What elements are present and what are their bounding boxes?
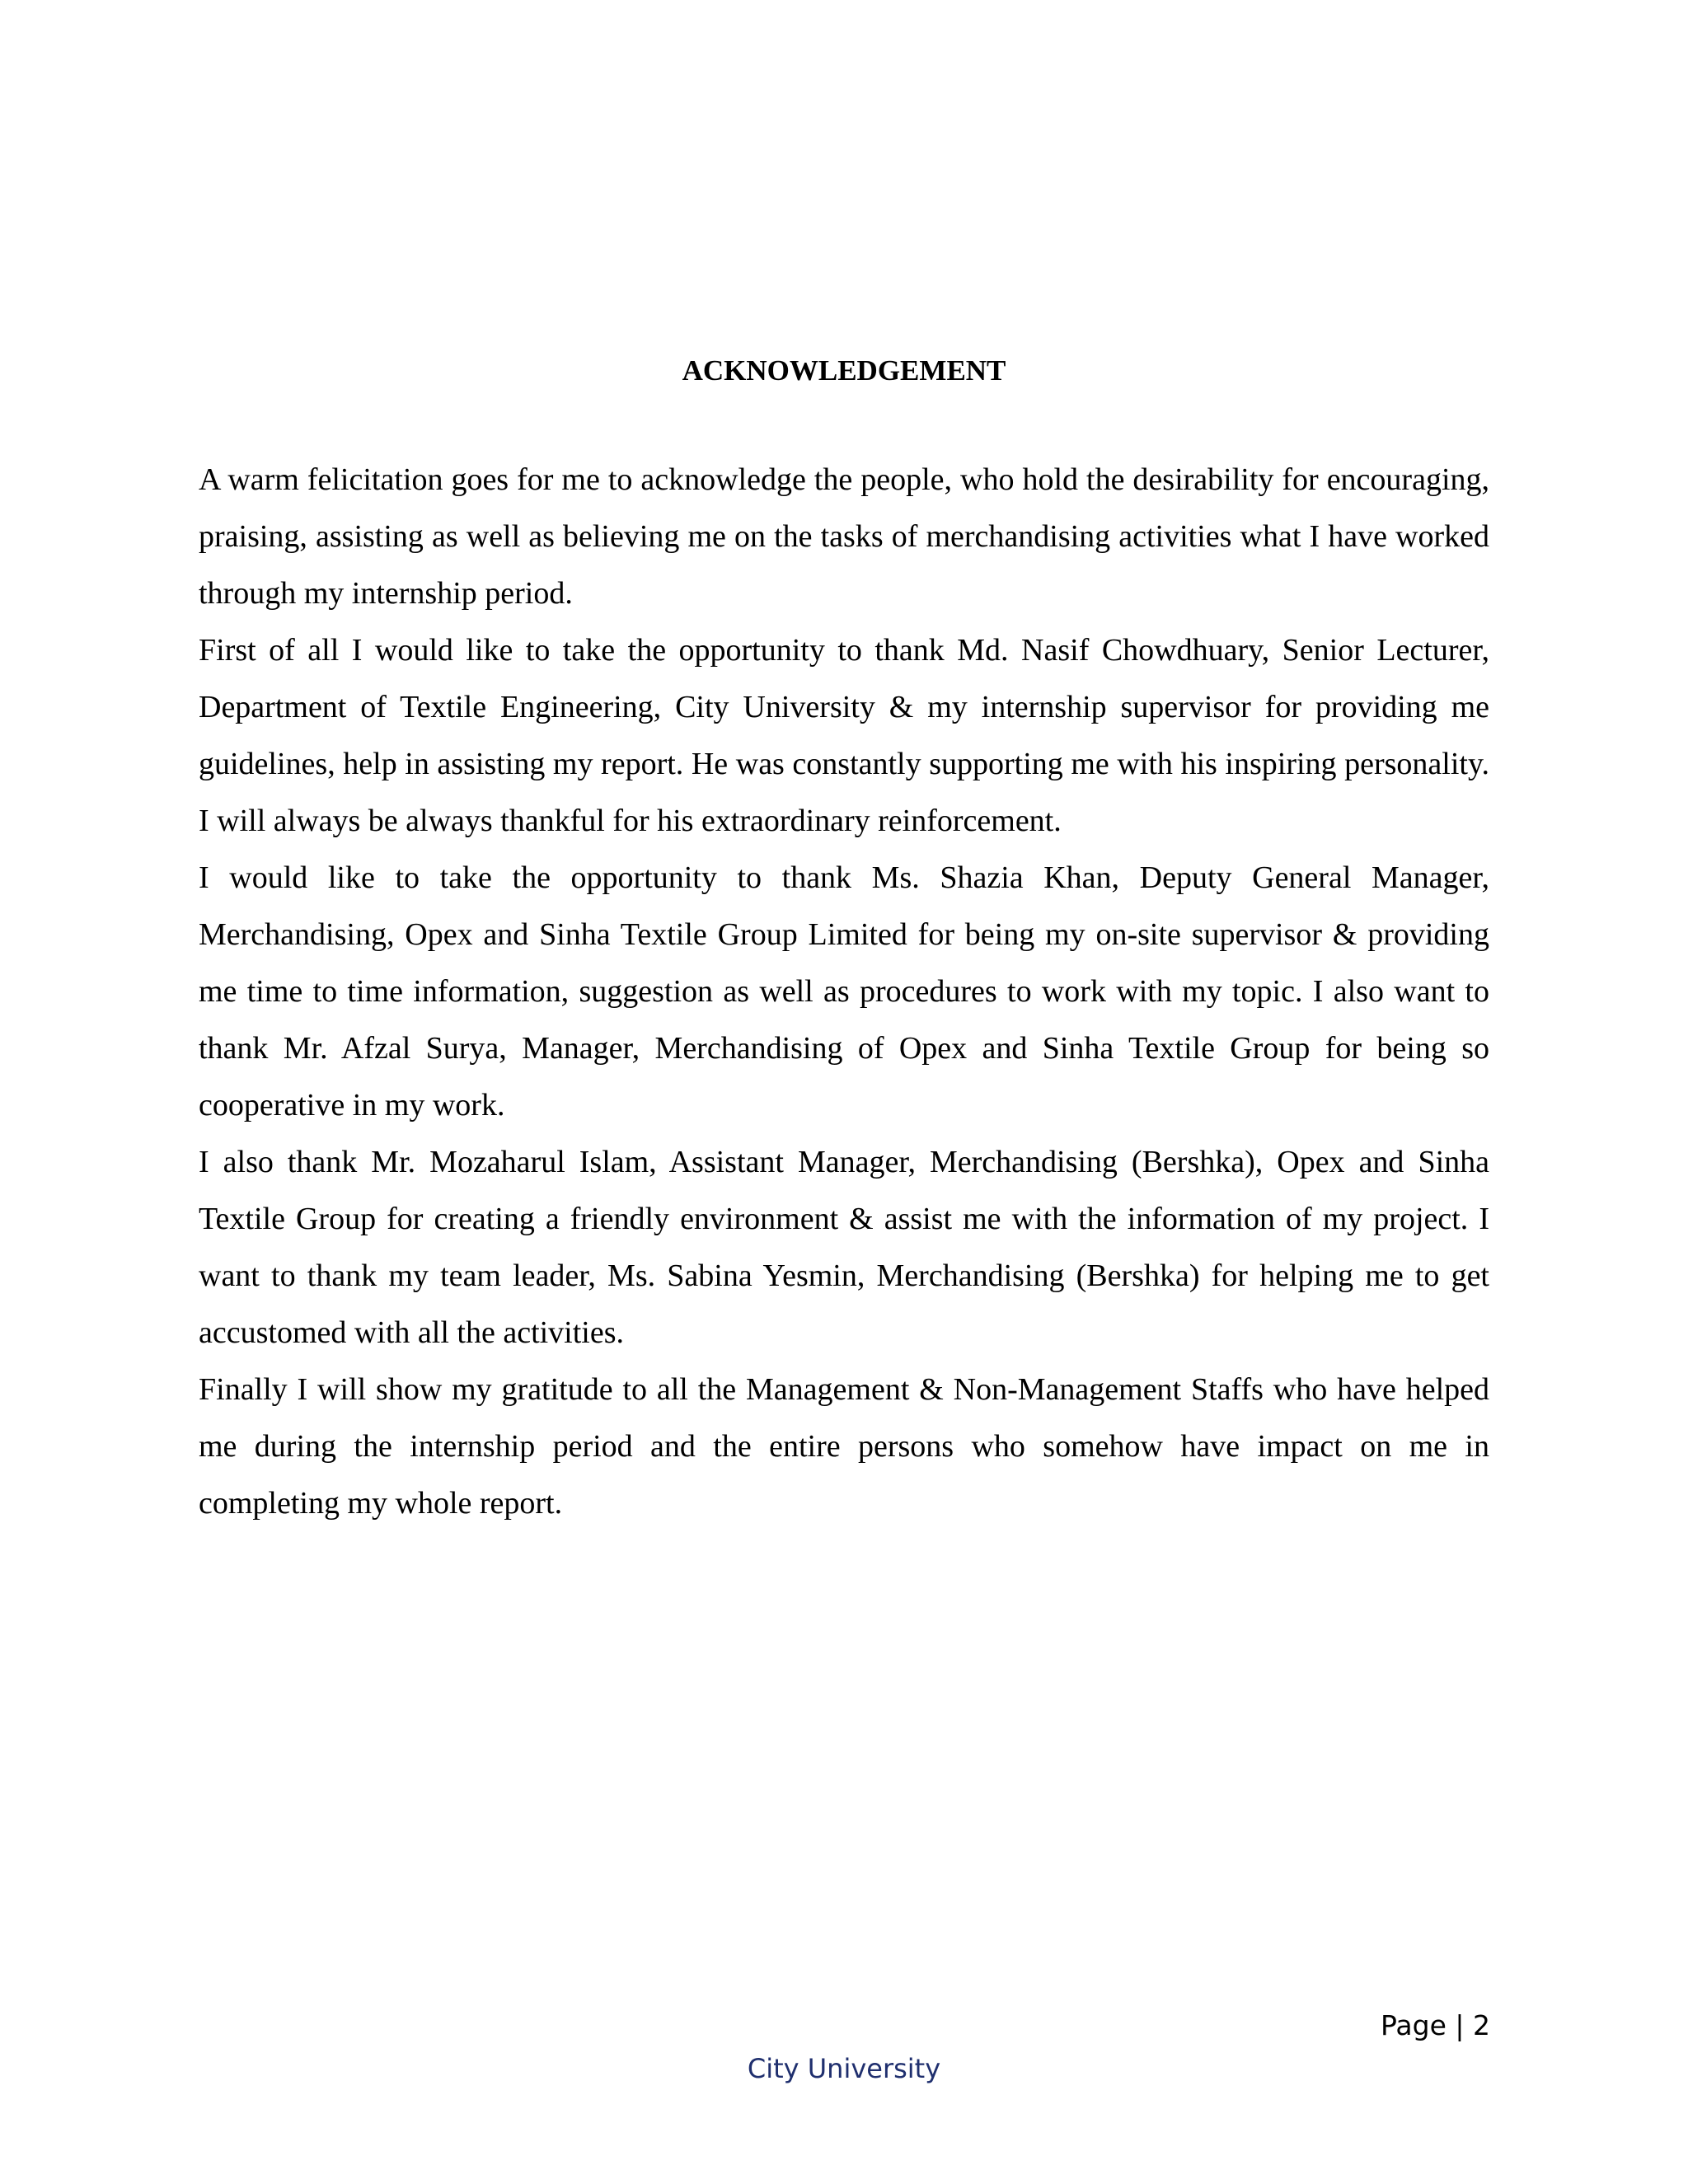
paragraph-2: First of all I would like to take the opportunity to thank Md. Nasif Chowdhuary, Senior Lecturer, Department of Textile Engineering, City University & my internship supervisor for providing me guidelines, help in assisting my report. He was constantly supporting me with his inspiring personality. I will always be always thankful for his extraordinary reinforcement.	[199, 633, 1489, 838]
page-number: Page | 2	[1381, 2009, 1490, 2041]
paragraph-4: I also thank Mr. Mozaharul Islam, Assistant Manager, Merchandising (Bershka), Opex and Sinha Textile Group for creating a friendly environment & assist me with the information of my project. I want to thank my team leader, Ms. Sabina Yesmin, Merchandising (Bershka) for helping me to get accustomed with all the activities.	[199, 1145, 1489, 1350]
paragraph-1: A warm felicitation goes for me to acknowledge the people, who hold the desirability for encouraging, praising, assisting as well as believing me on the tasks of merchandising activities what I have worked through my internship period.	[199, 462, 1489, 611]
document-body	[199, 452, 1489, 1532]
paragraph-5: Finally I will show my gratitude to all the Management & Non-Management Staffs who have helped me during the internship period and the entire persons who somehow have impact on me in completing my whole report.	[199, 1372, 1489, 1521]
paragraph-3: I would like to take the opportunity to thank Ms. Shazia Khan, Deputy General Manager, Merchandising, Opex and Sinha Textile Group Limited for being my on-site supervisor & providing me time to time information, suggestion as well as procedures to work with my topic. I also want to thank Mr. Afzal Surya, Manager, Merchandising of Opex and Sinha Textile Group for being so cooperative in my work.	[199, 860, 1489, 1122]
footer-organization: City University	[747, 2053, 941, 2084]
page-title: ACKNOWLEDGEMENT	[682, 354, 1006, 387]
